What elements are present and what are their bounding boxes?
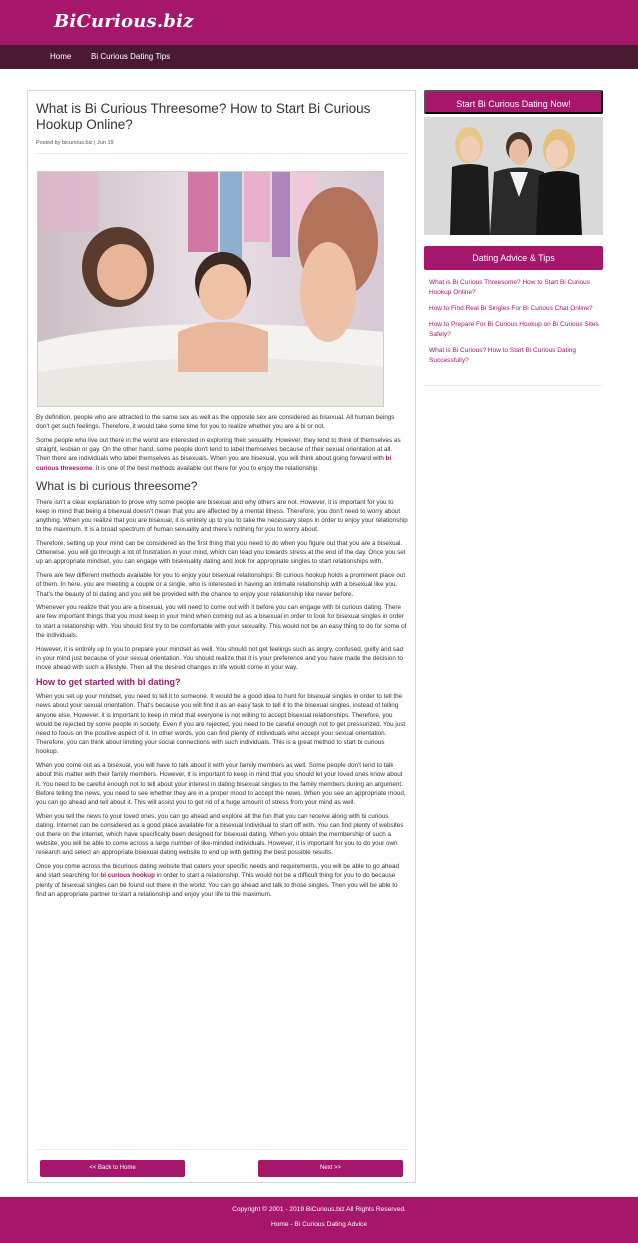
- site-header: [0, 0, 638, 45]
- site-footer: [0, 1197, 638, 1243]
- hero-photo-illustration: [38, 172, 384, 407]
- subsection-heading: How to get started with bi dating?: [36, 677, 181, 688]
- nav-item-home[interactable]: Home: [50, 52, 72, 61]
- sidebar-advice-links: [429, 278, 603, 372]
- back-to-home-button[interactable]: << Back to Home: [40, 1160, 185, 1177]
- sidebar-link[interactable]: What is Bi Curious? How to Start Bi Curious Dating Successfully?: [429, 347, 577, 364]
- paragraph: When you set up your mindset, you need to tell it to someone. It would be a good idea to hunt for bisexual singles in order to tell the news about your sexual orientation. That's because you will find it as an easy task to tell it to the bisexual singles, instead of telling anyone else. However, it is important to keep in mind that everyone is not willing to accept bisexual relationships. Therefore, you would be rejected by some people in society. Even if you are rejected, you need to be careful enough not to get pressurized. You just need to focus on the positive aspect of it. In other words, you can find plenty of individuals who accept your sexual orientation. Therefore, you can think about limiting your social connections with such individuals. This is a great method to start bi curious hookup.: [36, 693, 406, 756]
- promo-photo-illustration: [424, 117, 603, 235]
- link-bi-curious-threesome[interactable]: bi curious threesome: [36, 455, 392, 472]
- paragraph-text: Once you come across the bicurious dating website that caters your specific needs and requirements, you will be able to go ahead and start searching for: [36, 863, 399, 880]
- paragraph-text: . It is one of the best methods available out there for you to enjoy the relationship.: [92, 464, 320, 472]
- footer-links[interactable]: Home - Bi Curious Dating Advice: [270, 1221, 367, 1228]
- section-heading: What is bi curious threesome?: [36, 478, 198, 493]
- nav-item-dating-tips[interactable]: Bi Curious Dating Tips: [91, 52, 171, 61]
- sidebar-link[interactable]: How to Find Real Bi Singles For Bi Curious Chat Online?: [429, 305, 593, 312]
- paragraph: There isn't a clear explanation to prove why some people are bisexual and why others are not. However, it is important for you to keep in mind that being a bisexual doesn't mean that you are affected by a mental illness. Therefore, you don't need to worry about anything. When you realize that you are bisexual, it is entirely up to you to take the necessary steps in order to enjoy your relationship to the maximum. It is a broad spectrum of human sexuality and there's nothing for you to worry about.: [36, 498, 408, 534]
- sidebar-advice-title: Dating Advice & Tips: [424, 246, 603, 270]
- paragraph: However, it is entirely up to you to prepare your mindset as well. You should not get feelings such as angry, confused, guilty and sad in your mind just because of your sexual orientation. You should realize that it is your preference and you have made the decision to move ahead with such a lifestyle. Then all the desired changes in life would come in your way.: [36, 645, 404, 671]
- paragraph: [36, 436, 408, 473]
- paragraph-text: Some people who live out there in the world are interested in exploring their sexuality. However, they tend to think of themselves as straight, lesbian or gay. On the other hand, some people don't tend to label themselves because of their sexual orientation at all. Then there are individuals who label themselves as bisexuals. When you are bisexual, you will think about going forward with: [36, 436, 401, 463]
- paragraph: When you tell the news to your loved ones, you can go ahead and explore all the fun that you can receive along with bi curious dating. Internet can be considered as a good place available for a bisexual individual to start off with. You can find plenty of websites out there on the internet, which have specifically been designed for bisexual dating. When you obtain the membership of such a website, you will be able to come across a large number of like-minded individuals. However, it is important for you to do your own research and select an appropriate bisexual dating website to end up with getting the best possible results.: [36, 812, 404, 857]
- next-button[interactable]: Next >>: [258, 1160, 403, 1177]
- divider: [424, 385, 603, 386]
- sidebar-link[interactable]: What is Bi Curious Threesome? How to Start Bi Curious Hookup Online?: [429, 279, 590, 296]
- article-card: [27, 90, 416, 1183]
- sidebar-promo-image[interactable]: [424, 117, 603, 235]
- divider: [36, 153, 408, 154]
- sidebar-cta: [424, 90, 603, 114]
- article-meta: Posted by bicurious.biz | Jun 19: [36, 140, 114, 146]
- paragraph: By definition, people who are attracted to the same sex as well as the opposite sex are considered as bisexual. All human beings don't get such feelings. Therefore, it would take some time for you to realize whether you are a bi or not.: [36, 414, 395, 431]
- site-logo[interactable]: BiCurious.biz: [54, 11, 194, 32]
- paragraph-text: in order to start a relationship. This would not be a difficult thing for you to do because plenty of bisexual singles can be found out there in the world. You can go ahead and talk to those singles. Then you will be able to find an appropriate partner to start a relationship and enjoy your life to the maximum.: [36, 872, 398, 898]
- article-hero-image: [37, 171, 384, 407]
- article-title: What is Bi Curious Threesome? How to Start Bi Curious Hookup Online?: [36, 101, 371, 132]
- footer-copyright: Copyright © 2001 - 2019 BiCurious.biz All Rights Reserved.: [232, 1206, 406, 1213]
- start-dating-button[interactable]: Start Bi Curious Dating Now!: [424, 90, 603, 114]
- paragraph: Therefore, setting up your mind can be considered as the first thing that you need to do when you figure out that you are a bisexual. Otherwise, you will go through a lot of frustration in your mind, which can lead you towards stress at the end of the day. Once you set up an appropriate mindset, you can engage with bisexuality dating and look for appropriate singles to start relationships with.: [36, 540, 406, 566]
- article-body: [36, 413, 408, 903]
- paragraph: [36, 862, 408, 899]
- paragraph: There are few different methods available for you to enjoy your bisexual relationships. Bi curious hookup holds a prominent place out of them. In here, you are meeting a couple or a single, who is interested in having an intimate relationship with a bisexual like you. That's the beauty of bi dating and you will be provided with the chance to enjoy your relationship like never before.: [36, 572, 406, 598]
- sidebar-advice: [424, 246, 603, 270]
- sidebar-link[interactable]: How to Prepare For Bi Curious Hookup on Bi Curious Sites Safely?: [429, 321, 599, 338]
- divider: [36, 1149, 408, 1150]
- paragraph: When you come out as a bisexual, you will have to talk about it with your family members as well. Some people don't tend to talk about this matter with their family members. However, it is important to keep in mind that you should let your loved ones know about it. You need to be careful enough not to tell about your interest in dating bisexual singles to the family members during an argument. Before telling the news, you need to see whether they are in a proper mood to accept the news. When you see an appropriate mood, you can go ahead and tell about it. This will assist you to get rid of a huge amount of stress from your mind as well.: [36, 762, 406, 806]
- main-nav: [0, 45, 638, 69]
- link-bi-curious-hookup[interactable]: bi curious hookup: [100, 872, 155, 880]
- paragraph: Whenever you realize that you are a bisexual, you will need to come out with it before you can engage with bi curious dating. There are few important things that you must keep in your mind when coming out as a bisexual in order to look for bisexual singles in order to start a relationship with. You should first try to be comfortable with your sexuality. This would not be an easy thing to do for some of the individuals.: [36, 604, 407, 639]
